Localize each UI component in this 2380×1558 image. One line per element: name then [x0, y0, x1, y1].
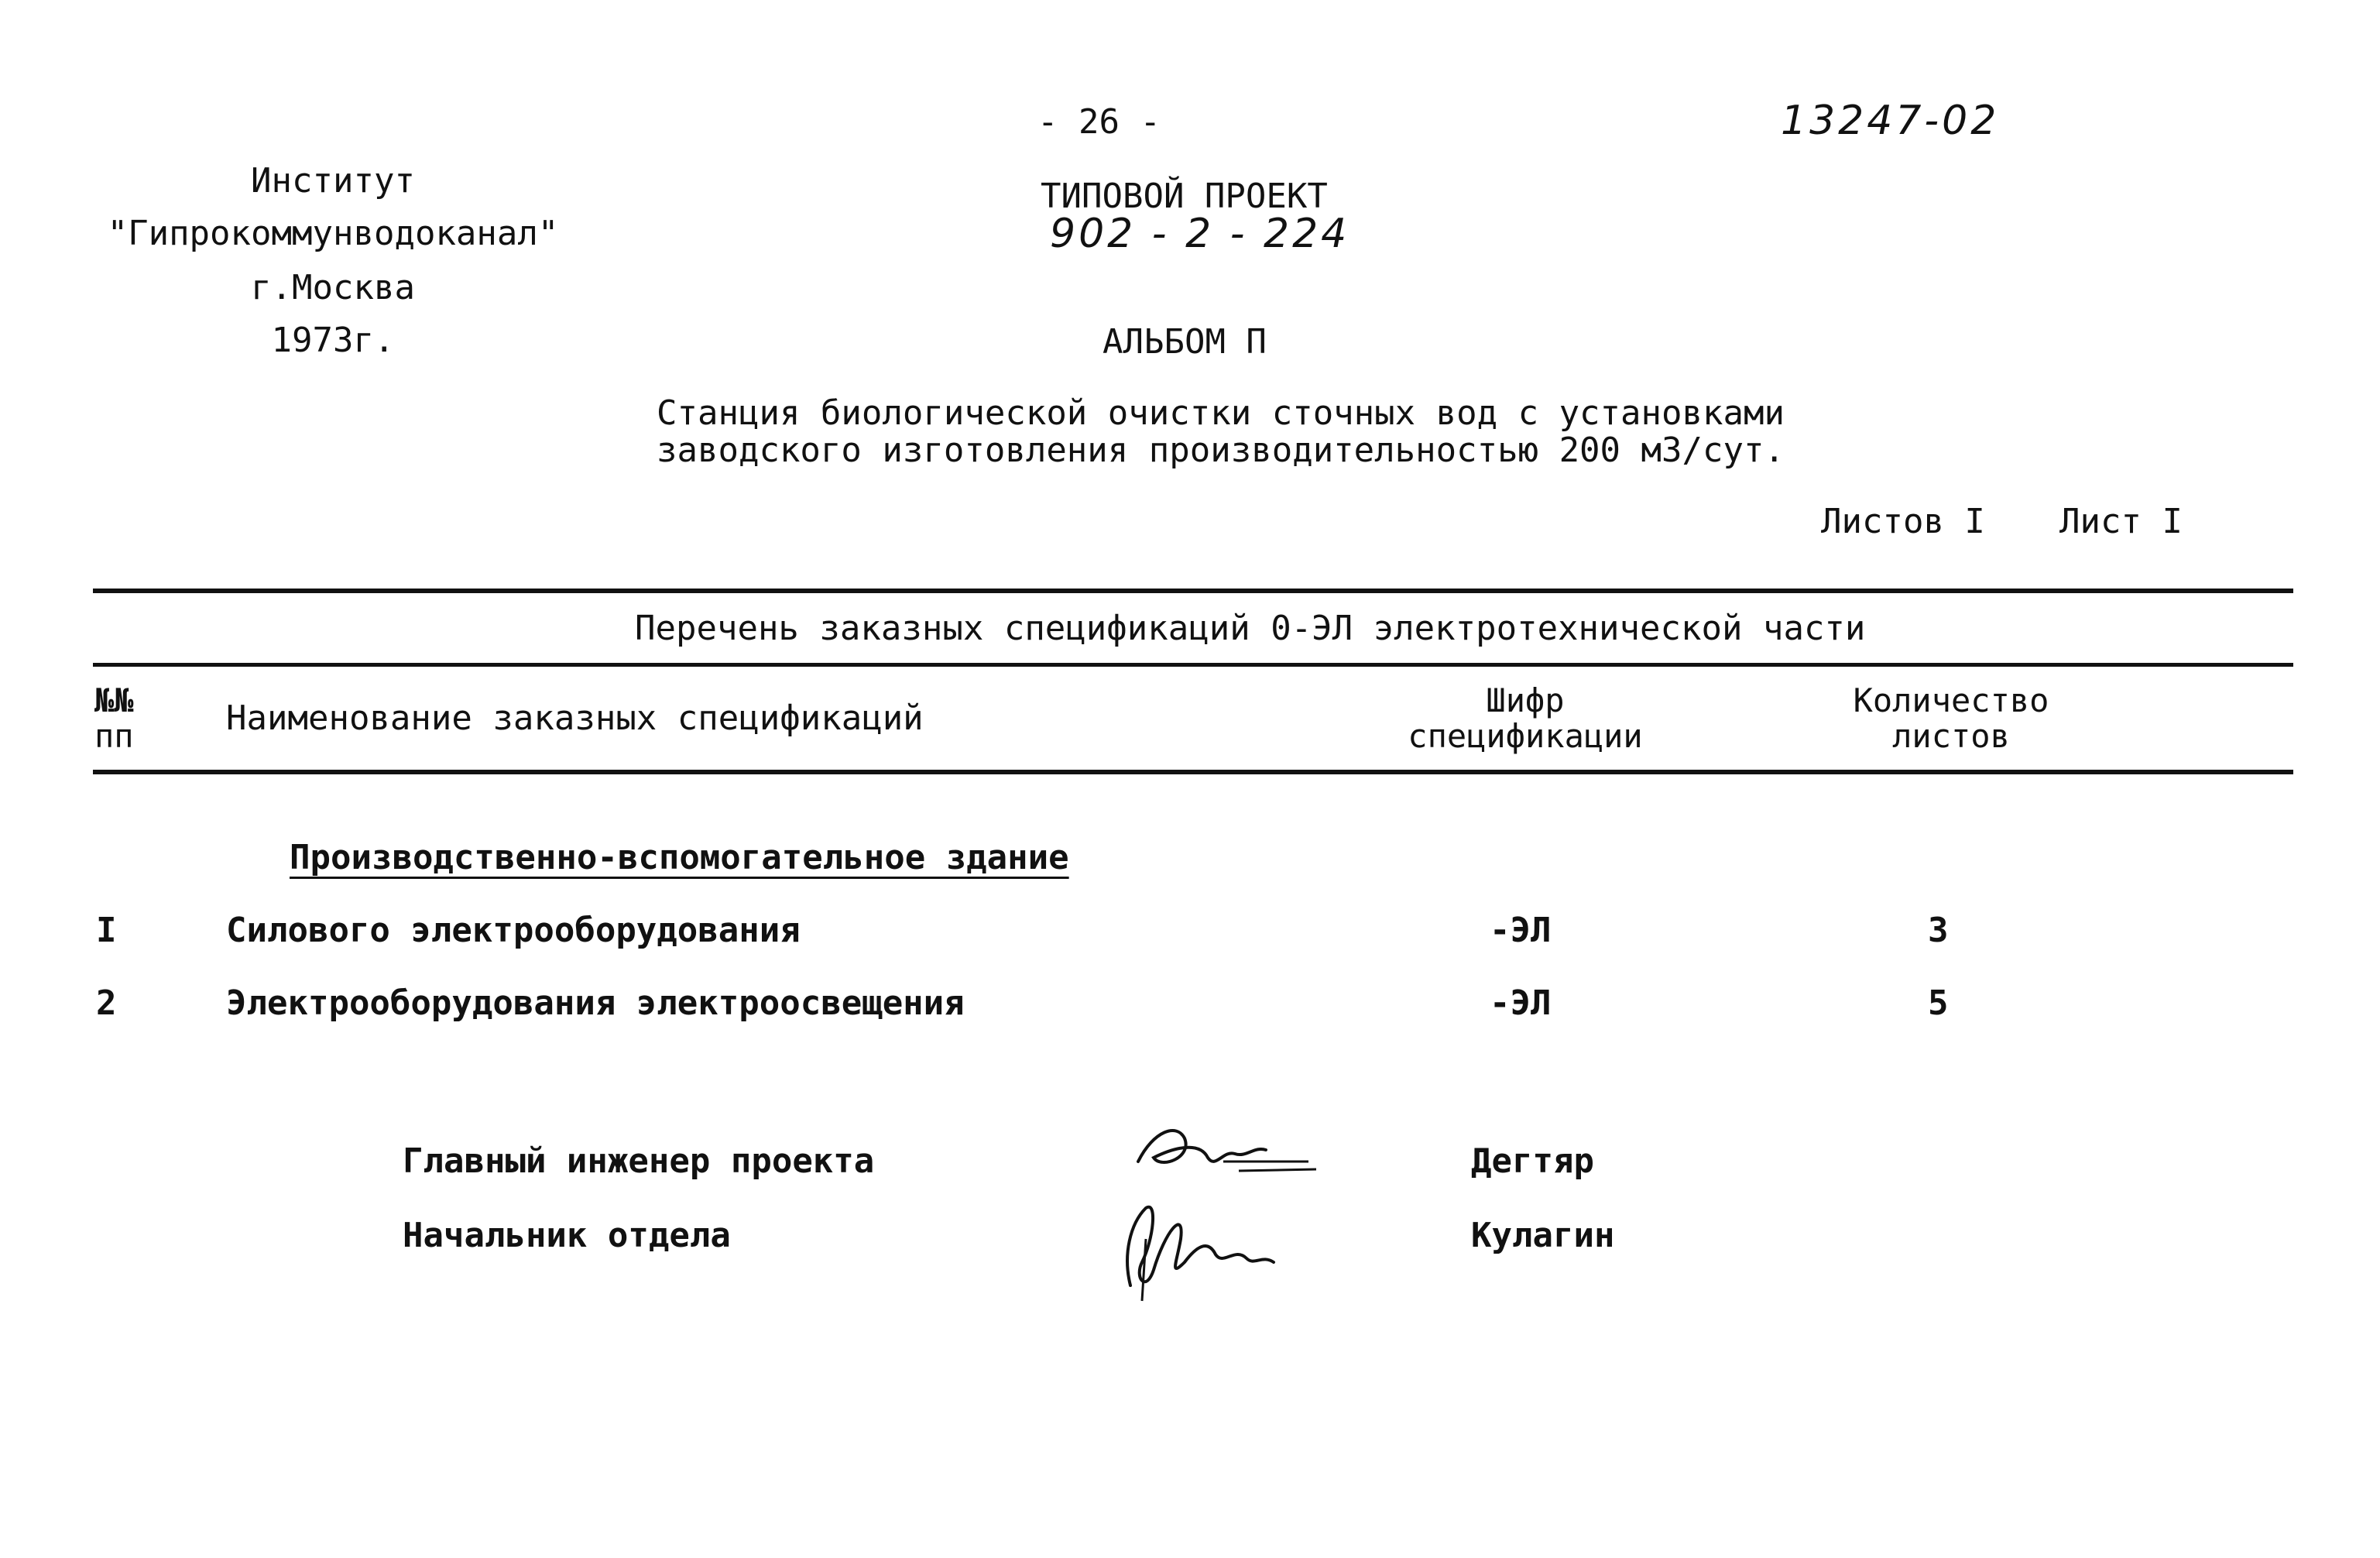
institute-name: "Гипрокоммунводоканал"	[107, 214, 559, 253]
year: 1973г.	[271, 321, 395, 360]
header-qty-line-1: Количество	[1853, 681, 2049, 719]
header-code-line-1: Шифр	[1486, 681, 1565, 719]
header-num-line-2: пп	[94, 717, 134, 755]
album-label: АЛЬБОМ П	[1103, 322, 1267, 362]
table-top-rule	[93, 589, 2293, 593]
project-number: 902 - 2 - 224	[1050, 211, 1350, 257]
title-line-2: заводского изготовления производительностью 200 м3/сут.	[657, 431, 1785, 470]
project-label: ТИПОВОЙ ПРОЕКТ	[1041, 177, 1328, 216]
table-caption-rule	[93, 663, 2293, 667]
header-qty-line-2: листов	[1892, 717, 2010, 755]
row-2-qty: 5	[1928, 983, 1949, 1023]
signature-name-1: Дегтяр	[1471, 1141, 1594, 1181]
table-header-rule	[93, 770, 2293, 774]
row-1-qty: 3	[1928, 911, 1949, 950]
header-code-line-2: спецификации	[1408, 717, 1643, 755]
signature-name-2: Кулагин	[1471, 1216, 1615, 1255]
page-number: - 26 -	[1037, 102, 1161, 142]
signature-role-2: Начальник отдела	[403, 1216, 731, 1255]
header-name: Наименование заказных спецификаций	[226, 698, 924, 738]
row-2-name: Электрооборудования электроосвещения	[226, 983, 965, 1023]
row-2-num: 2	[96, 983, 117, 1023]
signature-2-image	[1099, 1193, 1285, 1309]
row-2-code: -ЭЛ	[1490, 983, 1552, 1023]
row-1-code: -ЭЛ	[1490, 911, 1552, 950]
section-title: Производственно-вспомогательное здание	[290, 838, 1069, 877]
city: г.Москва	[251, 268, 415, 307]
document-code: 13247-02	[1781, 98, 2000, 144]
row-1-num: I	[96, 911, 117, 950]
sheets-total: Листов I	[1821, 502, 1985, 541]
row-1-name: Силового электрооборудования	[226, 911, 801, 950]
title-line-1: Станция биологической очистки сточных вод с установками	[657, 393, 1785, 433]
sheet-current: Лист I	[2059, 502, 2183, 541]
signature-role-1: Главный инженер проекта	[403, 1141, 875, 1181]
table-caption: Перечень заказных спецификаций 0-ЭЛ электротехнической части	[635, 609, 1866, 648]
institute-label: Институт	[251, 161, 415, 201]
header-num-line-1: №№	[94, 681, 134, 719]
signature-1-image	[1130, 1115, 1332, 1185]
